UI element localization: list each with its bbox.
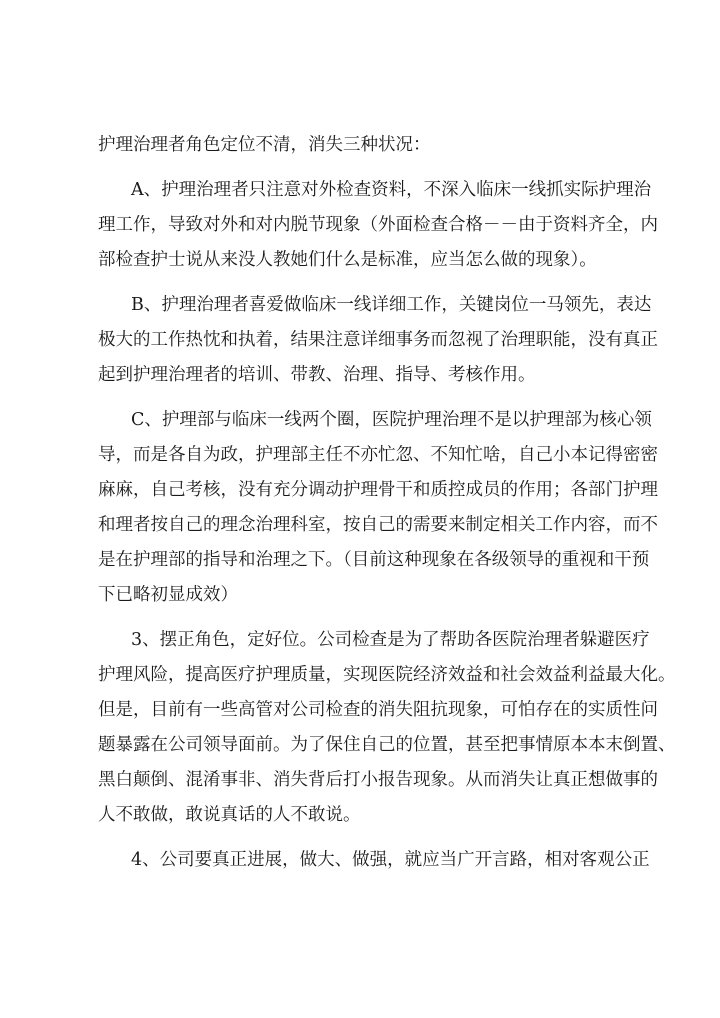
- text-line: 护理风险，提高医疗护理质量，实现医院经济效益和社会效益利益最大化。: [98, 665, 676, 685]
- text-line: 麻麻，自己考核，没有充分调动护理骨干和质控成员的作用；各部门护理: [98, 480, 658, 500]
- text-line: 护理治理者角色定位不清，消失三种状况：: [98, 135, 431, 155]
- text-line: 但是，目前有一些高管对公司检查的消失阻抗现象，可怕存在的实质性问: [98, 700, 658, 720]
- text-line: 下已略初显成效）: [98, 585, 238, 605]
- text-line: 黑白颠倒、混淆事非、消失背后打小报告现象。从而消失让真正想做事的: [98, 770, 658, 790]
- text-line: 人不敢做，敢说真话的人不敢说。: [98, 805, 361, 825]
- text-line: B、护理治理者喜爱做临床一线详细工作，关键岗位一马领先，表达: [131, 295, 652, 315]
- text-line: A、护理治理者只注意对外检查资料，不深入临床一线抓实际护理治: [131, 180, 652, 200]
- text-line: 部检查护士说从来没人教她们什么是标准，应当怎么做的现象）。: [98, 250, 597, 270]
- text-line: 4、公司要真正进展，做大、做强，就应当广开言路，相对客观公正: [131, 850, 650, 870]
- text-line: 3、摆正角色，定好位。公司检查是为了帮助各医院治理者躲避医疗: [131, 630, 650, 650]
- text-line: 起到护理治理者的培训、带教、治理、指导、考核作用。: [98, 365, 536, 385]
- text-line: C、护理部与临床一线两个圈，医院护理治理不是以护理部为核心领: [131, 410, 652, 430]
- text-line: 是在护理部的指导和治理之下。（目前这种现象在各级领导的重视和干预: [98, 550, 650, 570]
- text-line: 理工作，导致对外和对内脱节现象（外面检查合格－－由于资料齐全，内: [98, 215, 658, 235]
- text-line: 题暴露在公司领导面前。为了保住自己的位置，甚至把事情原本本末倒置、: [98, 735, 676, 755]
- text-line: 和理者按自己的理念治理科室，按自己的需要来制定相关工作内容，而不: [98, 515, 658, 535]
- text-line: 极大的工作热忱和执着，结果注意详细事务而忽视了治理职能，没有真正: [98, 330, 658, 350]
- text-line: 导，而是各自为政，护理部主任不亦忙忽、不知忙啥，自己小本记得密密: [98, 445, 658, 465]
